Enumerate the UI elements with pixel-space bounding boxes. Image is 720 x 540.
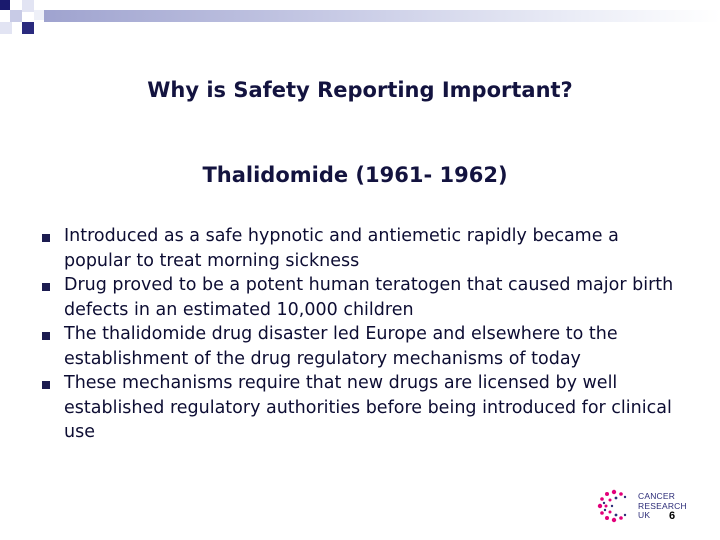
corner-square-pale (34, 10, 44, 20)
logo-dots-icon (596, 488, 632, 524)
page-number: 6 (669, 510, 676, 522)
logo-wordmark (638, 492, 687, 521)
square-bullet-icon (42, 332, 50, 340)
corner-square-pale (22, 0, 34, 12)
bullet-list (40, 224, 680, 445)
top-gradient-bar (44, 10, 720, 22)
bullet-item (40, 322, 680, 371)
corner-square-dark (0, 0, 10, 10)
bullet-item (40, 224, 680, 273)
bullet-text: The thalidomide drug disaster led Europe and elsewhere to the establishment of the drug regulatory mechanisms of today (64, 324, 618, 369)
square-bullet-icon (42, 381, 50, 389)
square-bullet-icon (42, 283, 50, 291)
logo-line: CANCER (638, 491, 676, 501)
slide-title: Why is Safety Reporting Important? (147, 78, 573, 102)
logo-line: RESEARCH (638, 500, 687, 511)
bullet-text: Drug proved to be a potent human teratogen that caused major birth defects in an estimated 10,000 children (64, 275, 674, 320)
bullet-item (40, 371, 680, 445)
corner-square-light (10, 10, 22, 22)
corner-square-dark (22, 22, 34, 34)
square-bullet-icon (42, 234, 50, 242)
bullet-item (40, 273, 680, 322)
slide-subtitle: Thalidomide (1961- 1962) (202, 163, 508, 187)
logo-line: UK (638, 510, 651, 520)
bullet-text: Introduced as a safe hypnotic and antiemetic rapidly became a popular to treat morning sickness (64, 226, 619, 271)
corner-square-pale (0, 22, 12, 34)
bullet-text: These mechanisms require that new drugs are licensed by well established regulatory authorities before being introduced for clinical use (64, 373, 672, 442)
